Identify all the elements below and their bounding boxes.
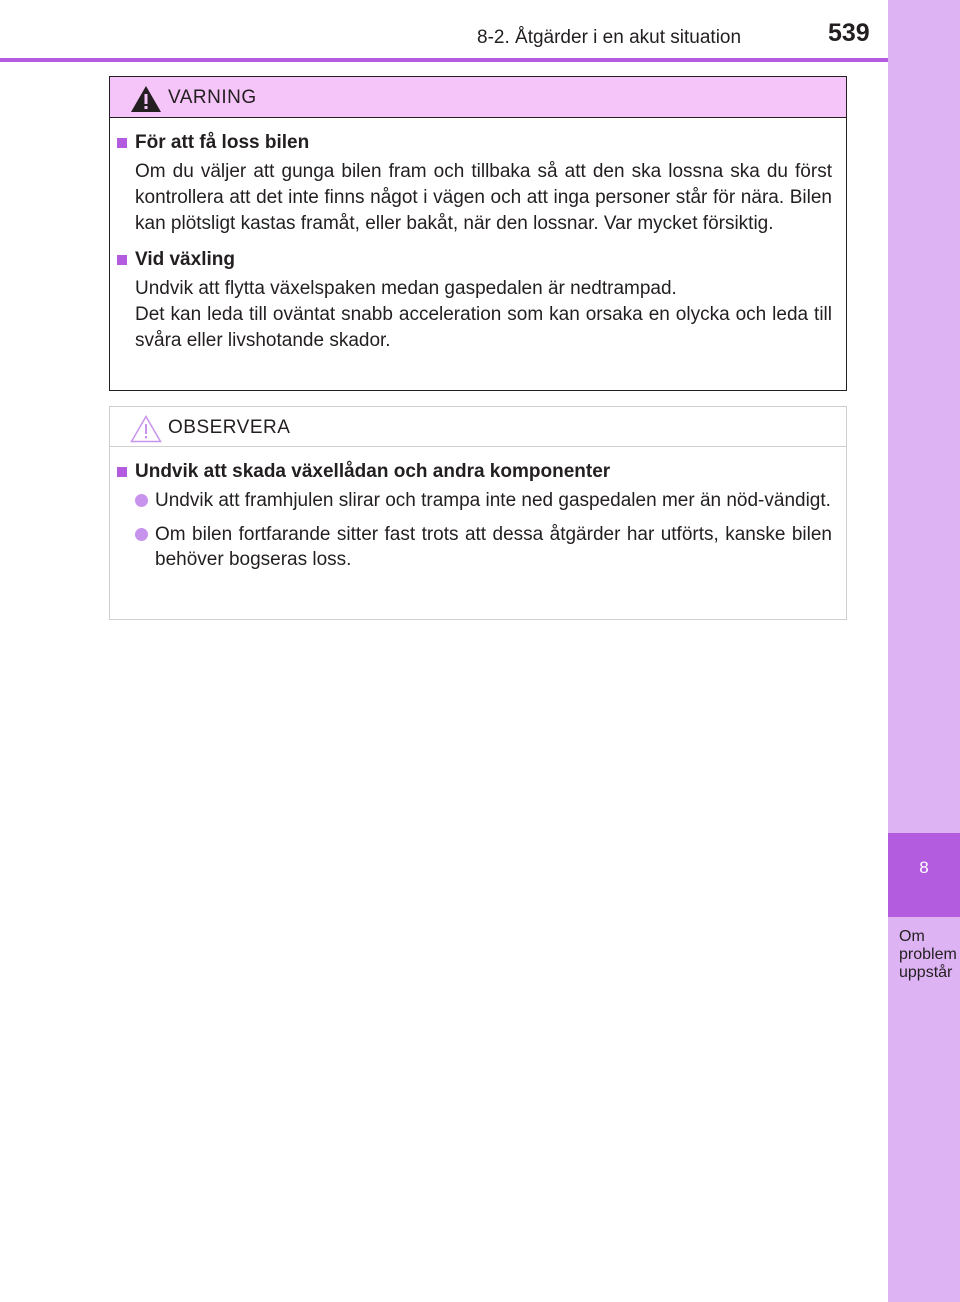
list-item-text: Undvik att framhjulen slirar och trampa inte ned gaspedalen mer än nöd-vändigt.	[155, 490, 831, 511]
warning-label: VARNING	[168, 87, 257, 108]
notice-header	[110, 407, 846, 447]
warning-triangle-outline-icon	[130, 415, 162, 443]
notice-section-title: Undvik att skada växellådan och andra komponenter	[135, 461, 611, 482]
warning-header	[110, 77, 846, 118]
round-bullet-icon	[135, 528, 148, 541]
warning-section-title: Vid växling	[135, 249, 235, 270]
warning-section	[117, 130, 832, 237]
square-bullet-icon	[117, 255, 127, 265]
page-number: 539	[828, 19, 870, 47]
warning-paragraph: Undvik att flytta växelspaken medan gaspedalen är nedtrampad.	[135, 278, 677, 299]
warning-section	[117, 247, 832, 354]
notice-body	[110, 447, 846, 572]
warning-paragraph: Om du väljer att gunga bilen fram och tillbaka så att den ska lossna ska du först kontrollera att det inte finns något i vägen och att inga personer står för nära. Bilen kan plötsligt kastas framåt, eller bakåt, när den lossnar. Var mycket försiktig.	[135, 161, 832, 234]
warning-section-title: För att få loss bilen	[135, 132, 310, 153]
square-bullet-icon	[117, 138, 127, 148]
warning-paragraph: Det kan leda till oväntat snabb acceleration som kan orsaka en olycka och leda till svåra eller livshotande skador.	[135, 304, 832, 351]
notice-section	[117, 459, 832, 572]
list-item	[135, 488, 832, 513]
header-rule	[0, 58, 888, 62]
chapter-title: Om problem uppstår	[899, 928, 957, 981]
square-bullet-icon	[117, 467, 127, 477]
warning-body	[110, 118, 846, 354]
warning-triangle-filled-icon	[130, 85, 162, 113]
notice-box	[109, 406, 847, 620]
section-title: 8-2. Åtgärder i en akut situation	[477, 27, 742, 48]
list-item	[135, 522, 832, 572]
chapter-sidebar	[888, 0, 960, 1302]
warning-box	[109, 76, 847, 391]
round-bullet-icon	[135, 494, 148, 507]
list-item-text: Om bilen fortfarande sitter fast trots att dessa åtgärder har utförts, kanske bilen behöver bogseras loss.	[155, 524, 832, 570]
chapter-number: 8	[919, 858, 929, 877]
notice-label: OBSERVERA	[168, 417, 291, 438]
